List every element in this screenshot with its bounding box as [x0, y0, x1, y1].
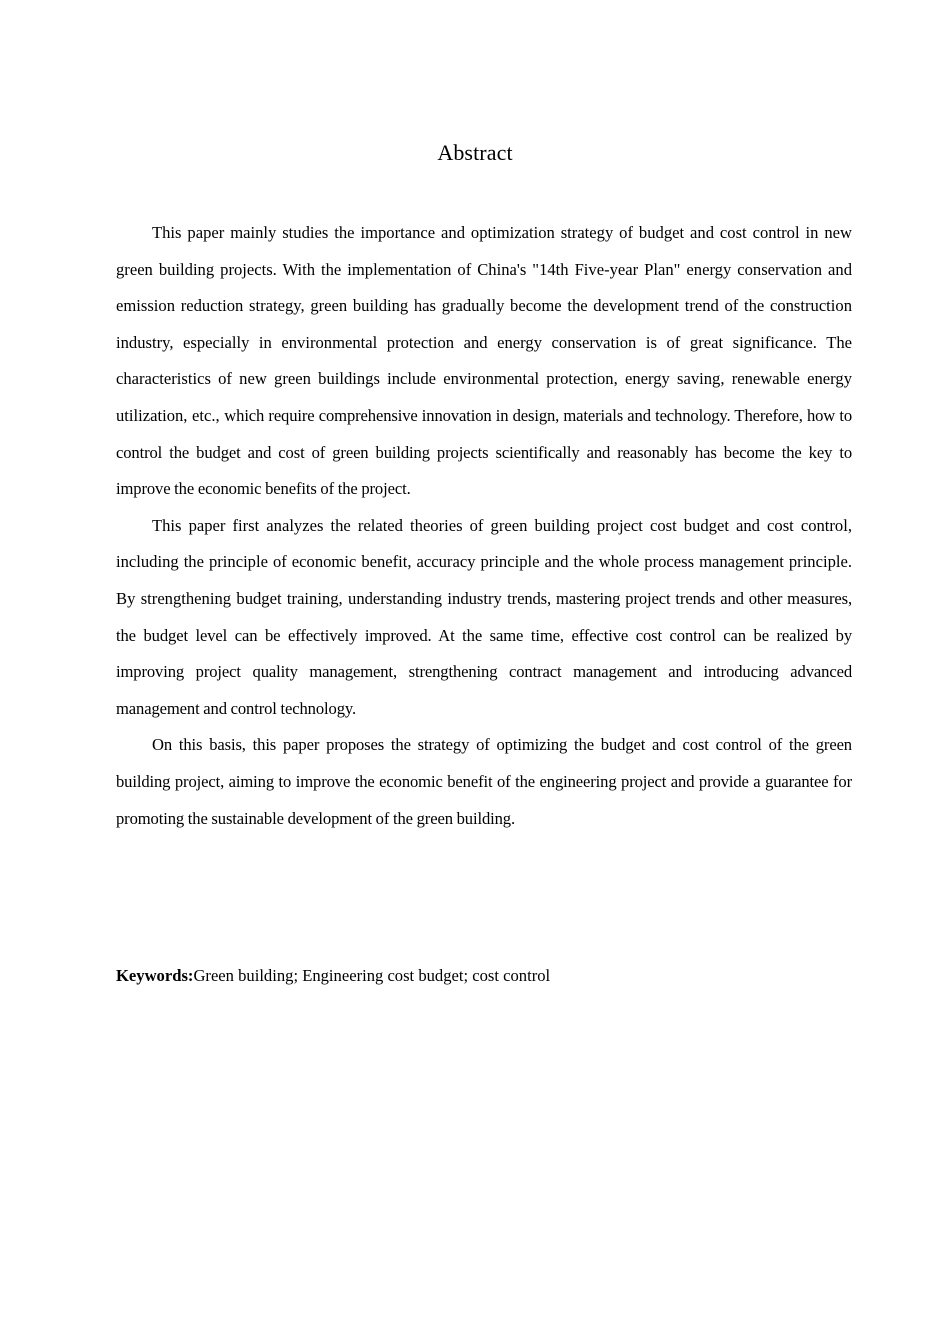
- keywords-line: [116, 958, 852, 995]
- abstract-paragraph-1: [116, 215, 852, 508]
- paragraph-2-tail: trends, mastering project trends and other measures, the budget level can be effectively improved. At the same time, effective cost control can be realized by improving project quality management, strengthening contract management and introducing advanced management and control technology.: [116, 588, 852, 718]
- keywords-value: Green building; Engineering cost budget; cost control: [193, 966, 551, 985]
- keywords-label: Keywords:: [116, 966, 194, 985]
- paragraph-1-head: This paper mainly studies the importance and optimization strategy of budget and cost control in new green building projects. With the implementation of China's "14th Five-year Plan" energy conservation and emission reduction strategy, green building has gradually become the development trend of the construction industry, especially in environmental protection and energy conservation is of great significance. The characteristics of new green buildings include environmental protection, energy saving, renewable energy utilization, etc.,: [116, 223, 852, 425]
- abstract-paragraph-3: [116, 727, 852, 837]
- abstract-body: [116, 215, 852, 837]
- page-title: Abstract: [437, 139, 513, 165]
- paragraph-2-head: This paper first analyzes the related theories of green building project cost budget and cost control, including the principle of economic benefit, accuracy principle and the whole process management principle. By strengthening budget training, understanding industry: [116, 515, 852, 608]
- paragraph-1-tail: which require comprehensive innovation in design, materials and technology. Therefore, how to control the budget and cost of green building projects scientifically and reasonably has become the key to improve the economic benefits of the project.: [116, 405, 853, 499]
- abstract-paragraph-2: [116, 508, 852, 728]
- paragraph-3-tail: On this basis, this paper proposes the strategy of optimizing the budget and cost control of the green building project, aiming to improve the economic benefit of the engineering project and provide a guarantee for promoting the sustainable development of the green building.: [116, 735, 852, 828]
